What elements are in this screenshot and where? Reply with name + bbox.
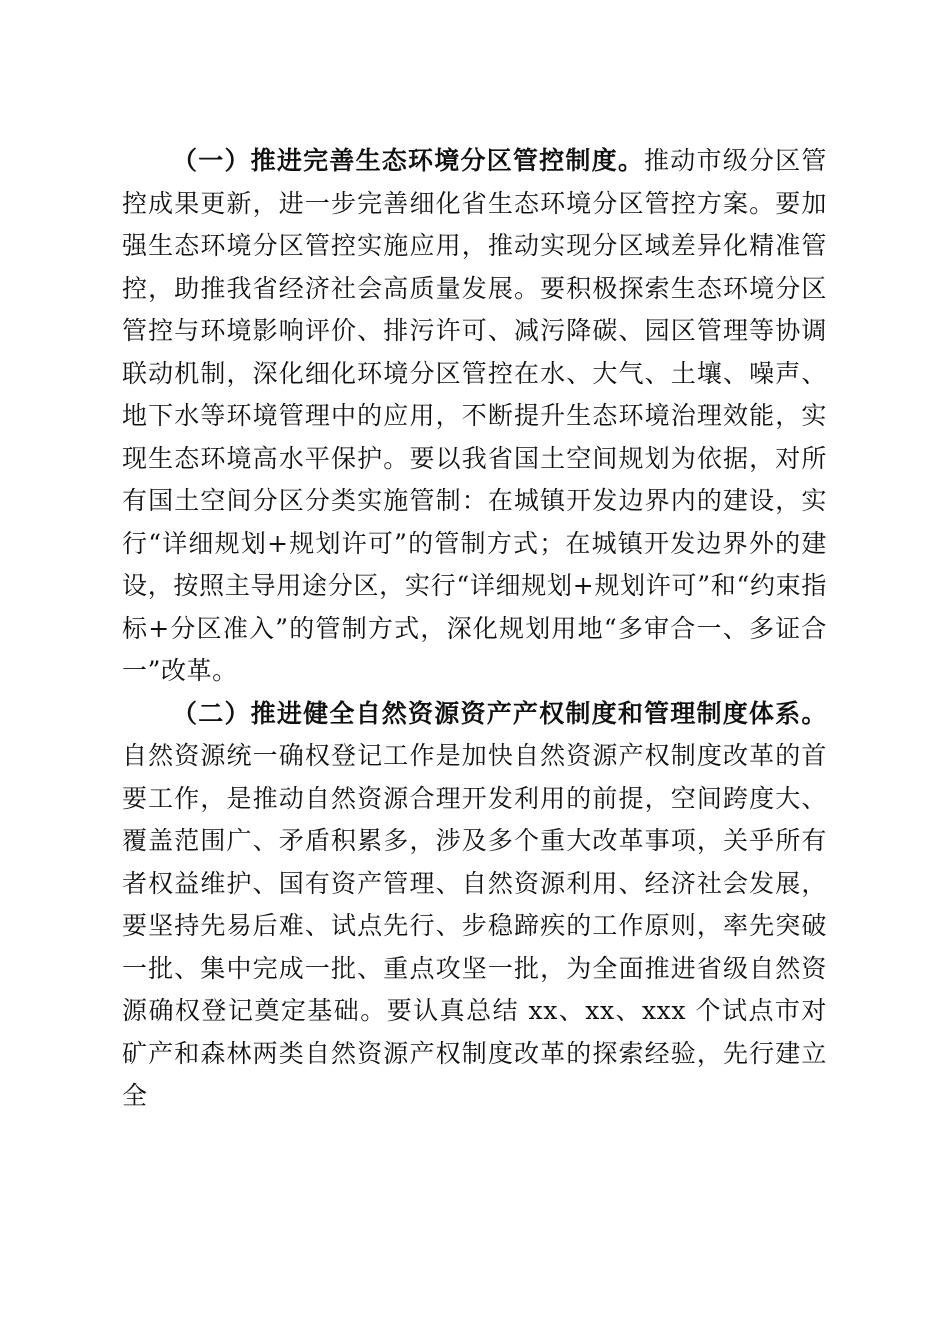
section-1-paragraph — [122, 140, 827, 693]
section-1-body: 推动市级分区管控成果更新，进一步完善细化省生态环境分区管控方案。要加强生态环境分区管控实施应用，推动实现分区域差异化精准管控，助推我省经济社会高质量发展。要积极探索生态环境分区管控与环境影响评价、排污许可、减污降碳、园区管理等协调联动机制，深化细化环境分区管控在水、大气、土壤、噪声、地下水等环境管理中的应用，不断提升生态环境治理效能，实现生态环境高水平保护。要以我省国土空间规划为依据，对所有国土空间分区分类实施管制：在城镇开发边界内的建设，实行“详细规划+规划许可”的管制方式；在城镇开发边界外的建设，按照主导用途分区，实行“详细规划+规划许可”和“约束指标+分区准入”的管制方式，深化规划用地“多审合一、多证合一”改革。 — [122, 146, 827, 685]
section-2-paragraph — [122, 693, 827, 1118]
section-2-body: 自然资源统一确权登记工作是加快自然资源产权制度改革的首要工作，是推动自然资源合理开发利用的前提，空间跨度大、覆盖范围广、矛盾积累多，涉及多个重大改革事项，关乎所有者权益维护、国有资产管理、自然资源利用、经济社会发展，要坚持先易后难、试点先行、步稳蹄疾的工作原则，率先突破一批、集中完成一批、重点攻坚一批，为全面推进省级自然资源确权登记奠定基础。要认真总结 xx、xx、xxx 个试点市对矿产和森林两类自然资源产权制度改革的探索经验，先行建立全 — [122, 741, 827, 1110]
document-page — [122, 140, 827, 1118]
section-1-heading: （一）推进完善生态环境分区管控制度。 — [172, 146, 645, 175]
section-2-heading: （二）推进健全自然资源资产产权制度和管理制度体系。 — [172, 698, 827, 728]
